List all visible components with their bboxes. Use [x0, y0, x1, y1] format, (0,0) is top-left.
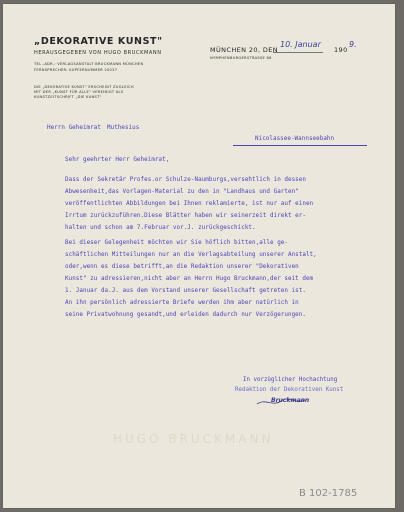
letterhead-publisher: HERAUSGEGEBEN VON HUGO BRUCKMANN	[34, 50, 162, 56]
body-line: oder,wenn es diese betrifft,an die Redaktion unserer "Dekorativen	[65, 264, 299, 270]
salutation: Sehr geehrter Herr Geheimrat,	[65, 157, 170, 163]
dateline-year-suffix: 9.	[349, 40, 357, 49]
body-line: veröffentlichten Abbildungen bei Ihnen reklamierte, ist nur auf einen	[65, 201, 314, 207]
archive-number: B 102-1785	[299, 488, 358, 499]
watermark: HUGO BRUCKMANN	[113, 432, 274, 446]
recipient-underline	[233, 145, 367, 146]
body-line: Dass der Sekretär Profes.or Schulze-Naumburgs,versehtlich in dessen	[65, 177, 306, 183]
dateline-day-month: 10. Januar	[280, 40, 321, 49]
letterhead-phone: FERNSPRECHER: KUPFERNUMMER 20037	[34, 68, 118, 72]
body-line: halten und schon am 7.Februar vor.J. zurückgeschickt.	[65, 225, 256, 231]
dateline-city: MÜNCHEN 20, DEN	[210, 46, 279, 54]
dateline-address: NYMPHENBURGERSTRASSE 86	[210, 56, 272, 60]
recipient-name: Herrn Geheimrat	[47, 125, 101, 131]
letterhead-note-3: KUNSTZEITSCHRIFT „DIE KUNST"	[34, 95, 102, 99]
dateline-year-prefix: 190	[334, 46, 348, 54]
body-line: Irrtum zurückzuführen.Diese Blätter haben wir seinerzeit direkt er-	[65, 213, 306, 219]
letter-sheet	[3, 4, 395, 508]
body-line: An ihn persönlich adressierte Briefe werden ihm aber natürlich in	[65, 300, 299, 306]
letterhead-telegram: TEL.-ADR.: VERLAGSANSTALT BRUCKMANN MÜNCHEN	[34, 62, 144, 66]
body-line: seine Privatwohnung gesandt,und erleiden dadurch nur Verzögerungen.	[65, 312, 306, 318]
closing-line-1: In vorzüglicher Hochachtung	[243, 377, 338, 383]
letterhead-note-2: MIT DER „KUNST FÜR ALLE" VEREINIGT ALS	[34, 90, 124, 94]
signature-text: Bruckmann	[271, 397, 310, 404]
body-line: Bei dieser Gelegenheit möchten wir Sie höflich bitten,alle ge-	[65, 240, 288, 246]
letterhead-title: „DEKORATIVE KUNST"	[34, 36, 163, 47]
signature	[235, 396, 327, 408]
letterhead-note-1: DIE „DEKORATIVE KUNST" ERSCHEINT ZUGLEICH	[34, 85, 134, 89]
body-line: Abwesenheit,das Vorlagen-Material zu den in "Landhaus und Garten"	[65, 189, 299, 195]
dateline-rule	[273, 52, 323, 53]
recipient-place: Nicolassee-Wannseebahn	[255, 136, 335, 142]
body-line: schäftlichen Mitteilungen nur an die Verlagsabteilung unserer Anstalt,	[65, 252, 317, 258]
recipient-name2: Muthesius	[107, 125, 140, 131]
closing-line-2: Redaktion der Dekorativen Kunst	[235, 387, 344, 393]
body-line: Kunst" zu adressieren,nicht aber an Herrn Hugo Bruckmann,der seit dem	[65, 276, 314, 282]
body-line: 1. Januar da.J. aus dem Vorstand unserer Gesellschaft getreten ist.	[65, 288, 306, 294]
